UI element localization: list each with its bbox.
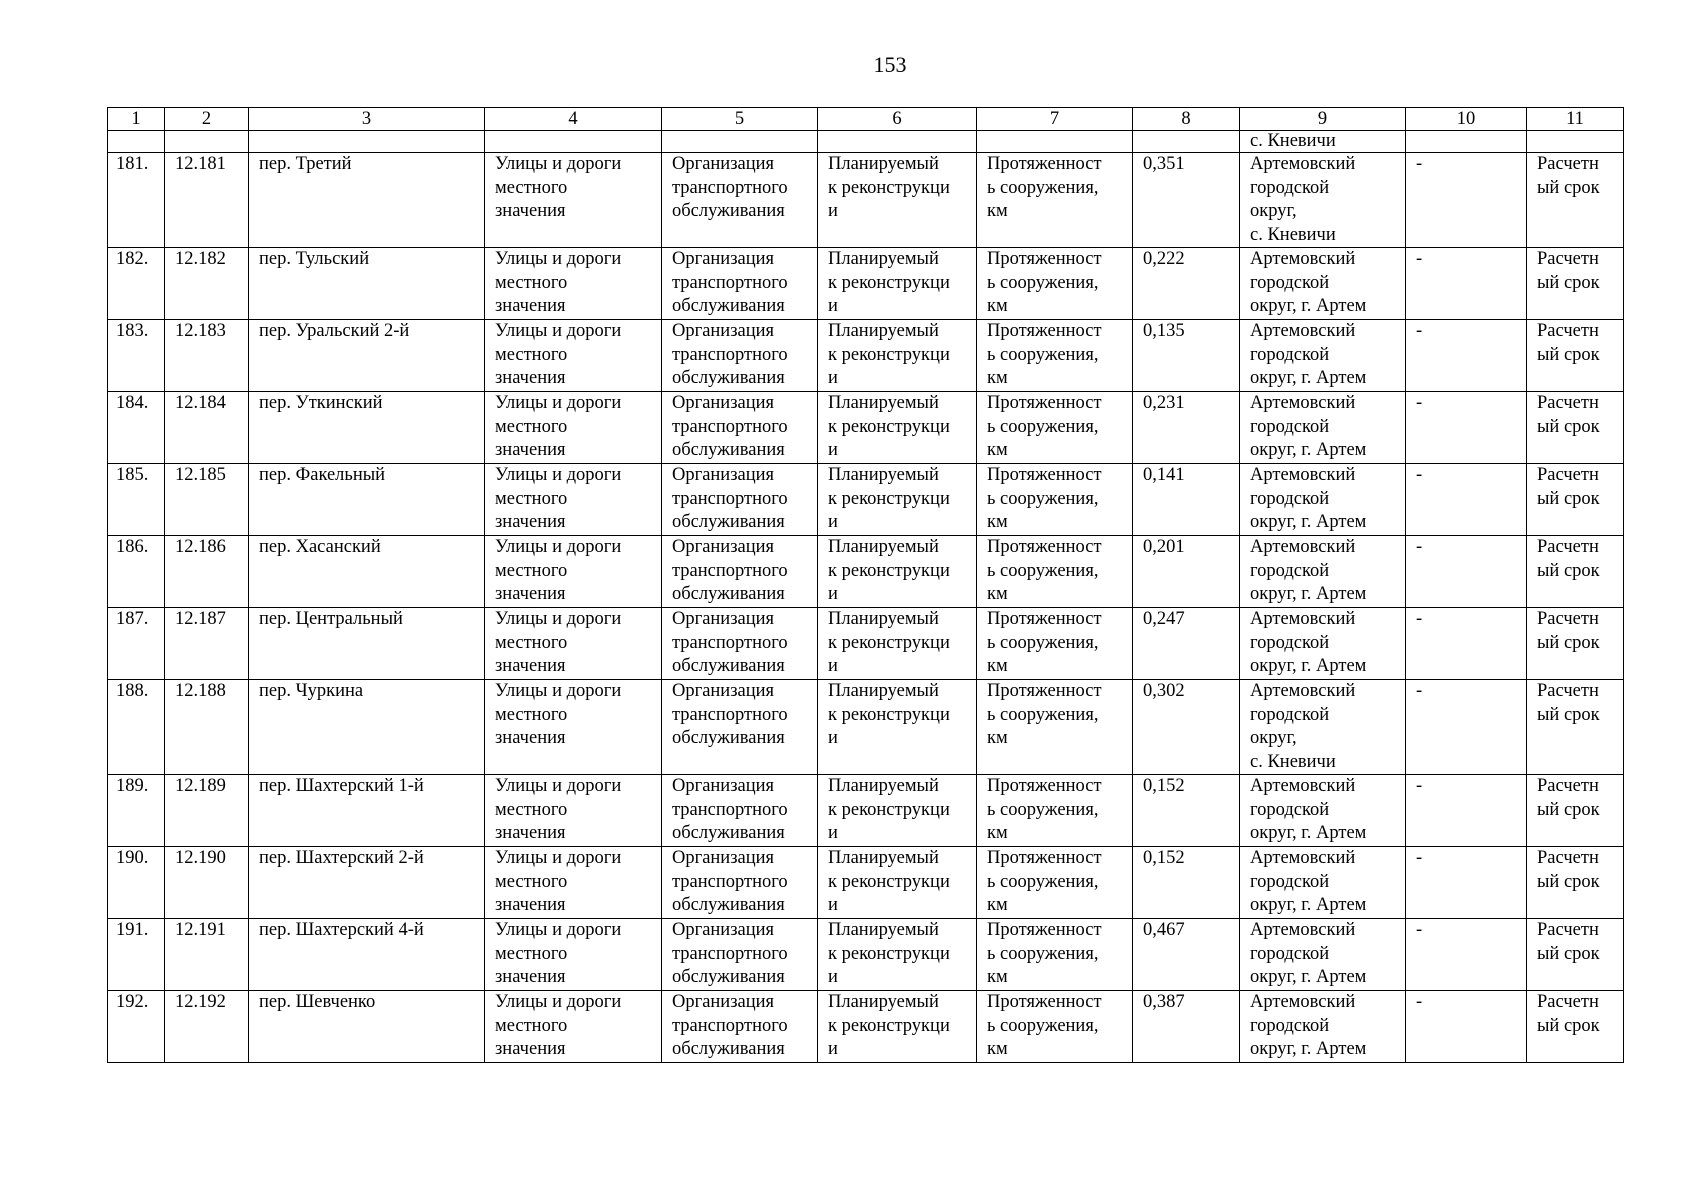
cell-status: Планируемый к реконструкци и [818, 680, 977, 775]
cell-period: Расчетн ый срок [1527, 536, 1624, 608]
cell-location: Артемовский городской округ, г. Артем [1240, 392, 1406, 464]
cell-code: 12.183 [165, 320, 249, 392]
cell-name: пер. Третий [249, 153, 485, 248]
cell-num: 187. [108, 608, 165, 680]
cell-period: Расчетн ый срок [1527, 464, 1624, 536]
cell-value: 0,135 [1133, 320, 1240, 392]
column-header: 3 [249, 108, 485, 131]
column-header: 2 [165, 108, 249, 131]
cell-purpose: Организация транспортного обслуживания [662, 153, 818, 248]
cell-status: Планируемый к реконструкци и [818, 991, 977, 1063]
cell-location: Артемовский городской округ, г. Артем [1240, 536, 1406, 608]
cell-name: пер. Чуркина [249, 680, 485, 775]
cell-num: 185. [108, 464, 165, 536]
cell-value: 0,467 [1133, 919, 1240, 991]
cell-col10: - [1406, 153, 1527, 248]
cell-location: Артемовский городской округ, г. Артем [1240, 608, 1406, 680]
page-number: 153 [873, 52, 907, 77]
cell-type: Улицы и дороги местного значения [485, 847, 662, 919]
table-row [108, 153, 1624, 248]
cell-location: Артемовский городской округ, с. Кневичи [1240, 153, 1406, 248]
cell-purpose: Организация транспортного обслуживания [662, 608, 818, 680]
cell-purpose: Организация транспортного обслуживания [662, 248, 818, 320]
cell-type: Улицы и дороги местного значения [485, 320, 662, 392]
column-header: 11 [1527, 108, 1624, 131]
cell-code: 12.181 [165, 153, 249, 248]
cell-type: Улицы и дороги местного значения [485, 608, 662, 680]
cell-purpose: Организация транспортного обслуживания [662, 847, 818, 919]
cell-measure: Протяженност ь сооружения, км [977, 680, 1133, 775]
cell-status: Планируемый к реконструкци и [818, 919, 977, 991]
cell-period: Расчетн ый срок [1527, 680, 1624, 775]
cell-type: Улицы и дороги местного значения [485, 536, 662, 608]
cell-num: 182. [108, 248, 165, 320]
table-row [108, 320, 1624, 392]
cell-measure: Протяженност ь сооружения, км [977, 392, 1133, 464]
cell-name: пер. Тульский [249, 248, 485, 320]
cell-location: Артемовский городской округ, г. Артем [1240, 464, 1406, 536]
cell-code: 12.188 [165, 680, 249, 775]
cell-name: пер. Шахтерский 4-й [249, 919, 485, 991]
cell-status: Планируемый к реконструкци и [818, 608, 977, 680]
cell-value: 0,152 [1133, 847, 1240, 919]
cell-code: 12.192 [165, 991, 249, 1063]
cell-measure: Протяженност ь сооружения, км [977, 919, 1133, 991]
cell-type: Улицы и дороги местного значения [485, 919, 662, 991]
cell-name: пер. Хасанский [249, 536, 485, 608]
cell-location: Артемовский городской округ, с. Кневичи [1240, 680, 1406, 775]
cell-status: Планируемый к реконструкци и [818, 775, 977, 847]
cell-measure [977, 131, 1133, 153]
cell-value [1133, 131, 1240, 153]
cell-num: 181. [108, 153, 165, 248]
cell-location: Артемовский городской округ, г. Артем [1240, 919, 1406, 991]
cell-status [818, 131, 977, 153]
cell-value: 0,201 [1133, 536, 1240, 608]
cell-col10: - [1406, 248, 1527, 320]
cell-col10: - [1406, 320, 1527, 392]
cell-purpose: Организация транспортного обслуживания [662, 991, 818, 1063]
table-row [108, 991, 1624, 1063]
cell-col10: - [1406, 919, 1527, 991]
cell-purpose: Организация транспортного обслуживания [662, 392, 818, 464]
cell-col10: - [1406, 991, 1527, 1063]
column-number-row [108, 108, 1624, 131]
cell-type: Улицы и дороги местного значения [485, 392, 662, 464]
cell-purpose: Организация транспортного обслуживания [662, 464, 818, 536]
cell-num: 191. [108, 919, 165, 991]
table-row [108, 392, 1624, 464]
column-header: 5 [662, 108, 818, 131]
column-header: 10 [1406, 108, 1527, 131]
cell-type: Улицы и дороги местного значения [485, 248, 662, 320]
cell-num: 189. [108, 775, 165, 847]
cell-name: пер. Уткинский [249, 392, 485, 464]
cell-name [249, 131, 485, 153]
cell-code: 12.191 [165, 919, 249, 991]
cell-location: Артемовский городской округ, г. Артем [1240, 847, 1406, 919]
cell-value: 0,387 [1133, 991, 1240, 1063]
cell-period: Расчетн ый срок [1527, 248, 1624, 320]
cell-location: Артемовский городской округ, г. Артем [1240, 320, 1406, 392]
cell-purpose [662, 131, 818, 153]
table-row [108, 536, 1624, 608]
cell-name: пер. Факельный [249, 464, 485, 536]
cell-num: 183. [108, 320, 165, 392]
cell-col10: - [1406, 847, 1527, 919]
cell-num: 184. [108, 392, 165, 464]
cell-num: 188. [108, 680, 165, 775]
column-header: 4 [485, 108, 662, 131]
cell-name: пер. Центральный [249, 608, 485, 680]
table-row [108, 847, 1624, 919]
table-row [108, 680, 1624, 775]
cell-name: пер. Уральский 2-й [249, 320, 485, 392]
table-row [108, 464, 1624, 536]
cell-status: Планируемый к реконструкци и [818, 153, 977, 248]
cell-period: Расчетн ый срок [1527, 153, 1624, 248]
cell-col10 [1406, 131, 1527, 153]
cell-measure: Протяженност ь сооружения, км [977, 847, 1133, 919]
cell-code: 12.190 [165, 847, 249, 919]
column-header: 7 [977, 108, 1133, 131]
cell-measure: Протяженност ь сооружения, км [977, 464, 1133, 536]
column-header: 8 [1133, 108, 1240, 131]
cell-num [108, 131, 165, 153]
cell-measure: Протяженност ь сооружения, км [977, 608, 1133, 680]
cell-code: 12.184 [165, 392, 249, 464]
cell-purpose: Организация транспортного обслуживания [662, 680, 818, 775]
cell-measure: Протяженност ь сооружения, км [977, 153, 1133, 248]
cell-purpose: Организация транспортного обслуживания [662, 775, 818, 847]
cell-period: Расчетн ый срок [1527, 847, 1624, 919]
cell-value: 0,222 [1133, 248, 1240, 320]
cell-value: 0,247 [1133, 608, 1240, 680]
cell-code: 12.189 [165, 775, 249, 847]
cell-name: пер. Шахтерский 1-й [249, 775, 485, 847]
cell-location: Артемовский городской округ, г. Артем [1240, 248, 1406, 320]
cell-name: пер. Шевченко [249, 991, 485, 1063]
table-row [108, 775, 1624, 847]
cell-code: 12.186 [165, 536, 249, 608]
cell-measure: Протяженност ь сооружения, км [977, 536, 1133, 608]
cell-value: 0,152 [1133, 775, 1240, 847]
cell-period: Расчетн ый срок [1527, 392, 1624, 464]
cell-col10: - [1406, 608, 1527, 680]
cell-num: 186. [108, 536, 165, 608]
column-header: 9 [1240, 108, 1406, 131]
column-header: 6 [818, 108, 977, 131]
cell-period: Расчетн ый срок [1527, 775, 1624, 847]
cell-value: 0,231 [1133, 392, 1240, 464]
cell-code: 12.182 [165, 248, 249, 320]
cell-col10: - [1406, 680, 1527, 775]
table-row [108, 919, 1624, 991]
cell-period [1527, 131, 1624, 153]
cell-status: Планируемый к реконструкци и [818, 536, 977, 608]
cell-type: Улицы и дороги местного значения [485, 775, 662, 847]
cell-measure: Протяженност ь сооружения, км [977, 320, 1133, 392]
column-header: 1 [108, 108, 165, 131]
cell-type: Улицы и дороги местного значения [485, 991, 662, 1063]
cell-status: Планируемый к реконструкци и [818, 847, 977, 919]
cell-measure: Протяженност ь сооружения, км [977, 248, 1133, 320]
cell-location: Артемовский городской округ, г. Артем [1240, 991, 1406, 1063]
cell-code: 12.185 [165, 464, 249, 536]
cell-location: с. Кневичи [1240, 131, 1406, 153]
cell-purpose: Организация транспортного обслуживания [662, 536, 818, 608]
cell-period: Расчетн ый срок [1527, 320, 1624, 392]
cell-code: 12.187 [165, 608, 249, 680]
cell-value: 0,351 [1133, 153, 1240, 248]
cell-num: 192. [108, 991, 165, 1063]
cell-name: пер. Шахтерский 2-й [249, 847, 485, 919]
cell-measure: Протяженност ь сооружения, км [977, 775, 1133, 847]
cell-purpose: Организация транспортного обслуживания [662, 919, 818, 991]
table-row [108, 608, 1624, 680]
cell-status: Планируемый к реконструкци и [818, 248, 977, 320]
cell-status: Планируемый к реконструкци и [818, 464, 977, 536]
registry-table [107, 107, 1624, 1063]
table-row [108, 248, 1624, 320]
cell-purpose: Организация транспортного обслуживания [662, 320, 818, 392]
cell-type: Улицы и дороги местного значения [485, 680, 662, 775]
cell-period: Расчетн ый срок [1527, 991, 1624, 1063]
cell-status: Планируемый к реконструкци и [818, 320, 977, 392]
cell-col10: - [1406, 536, 1527, 608]
cell-period: Расчетн ый срок [1527, 919, 1624, 991]
cell-type: Улицы и дороги местного значения [485, 464, 662, 536]
continuation-row [108, 131, 1624, 153]
cell-col10: - [1406, 392, 1527, 464]
cell-measure: Протяженност ь сооружения, км [977, 991, 1133, 1063]
cell-period: Расчетн ый срок [1527, 608, 1624, 680]
cell-type [485, 131, 662, 153]
cell-location: Артемовский городской округ, г. Артем [1240, 775, 1406, 847]
cell-status: Планируемый к реконструкци и [818, 392, 977, 464]
cell-col10: - [1406, 464, 1527, 536]
cell-col10: - [1406, 775, 1527, 847]
cell-value: 0,141 [1133, 464, 1240, 536]
cell-num: 190. [108, 847, 165, 919]
cell-value: 0,302 [1133, 680, 1240, 775]
cell-code [165, 131, 249, 153]
cell-type: Улицы и дороги местного значения [485, 153, 662, 248]
